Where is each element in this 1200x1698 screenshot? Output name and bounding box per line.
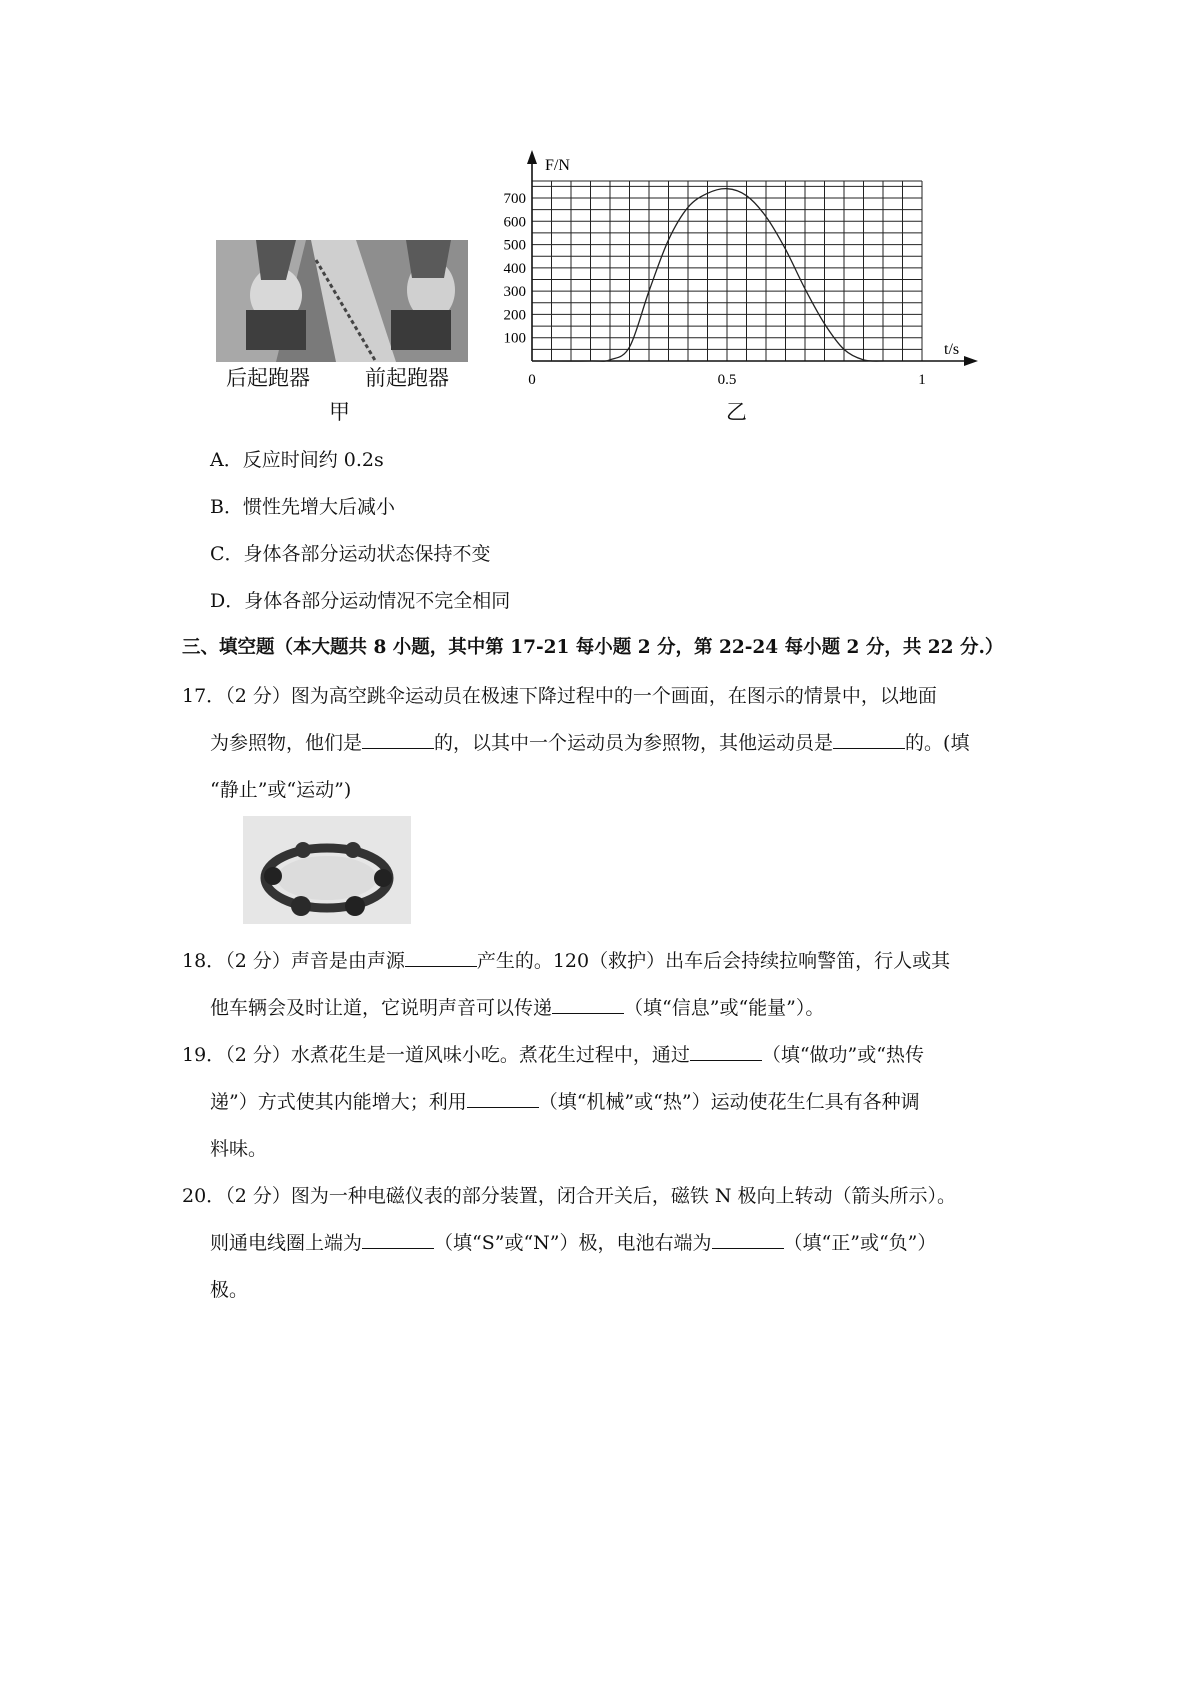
figure-a-caption: 甲 xyxy=(329,400,350,424)
x-axis-arrow xyxy=(964,356,978,366)
y-tick-label: 300 xyxy=(503,284,526,301)
rear-block-label: 后起跑器 xyxy=(226,366,310,390)
q20-line3: 极。 xyxy=(210,1279,249,1301)
x-tick-label: 1 xyxy=(918,372,926,388)
starting-block-photo xyxy=(216,240,468,362)
q17-line2: 为参照物，他们是 的，以其中一个运动员为参照物，其他运动员是 的。(填 xyxy=(210,732,970,754)
q19-line3: 料味。 xyxy=(210,1138,268,1160)
option-c: C．身体各部分运动状态保持不变 xyxy=(210,543,491,565)
y-tick-label: 200 xyxy=(503,307,526,324)
y-tick-label: 400 xyxy=(503,260,526,277)
x-axis-label: t/s xyxy=(944,341,960,358)
option-b: B．惯性先增大后减小 xyxy=(210,496,395,518)
q18-line1: 18．（2 分）声音是由声源 产生的。120（救护）出车后会持续拉响警笛，行人或其 xyxy=(182,950,951,972)
y-tick-label: 700 xyxy=(503,191,526,207)
answer-blank xyxy=(405,948,477,967)
x-tick-label: 0.5 xyxy=(717,372,737,388)
q19-line1: 19．（2 分）水煮花生是一道风味小吃。煮花生过程中，通过 （填“做功”或“热传 xyxy=(182,1044,924,1066)
answer-blank xyxy=(552,995,624,1014)
answer-blank xyxy=(467,1089,539,1108)
answer-blank xyxy=(690,1042,762,1061)
chart-grid xyxy=(532,181,922,361)
force-time-chart xyxy=(492,148,982,433)
y-tick-label: 100 xyxy=(503,330,526,347)
x-tick-label: 0 xyxy=(528,372,536,388)
answer-blank xyxy=(362,730,434,749)
y-tick-label: 500 xyxy=(503,237,526,254)
chart-axes xyxy=(527,150,978,366)
section-title: 三、填空题（本大题共 8 小题，其中第 17-21 每小题 2 分，第 22-24 每小题 2 分，共 22 分.） xyxy=(182,637,1004,658)
q18-line2: 他车辆会及时让道，它说明声音可以传递 （填“信息”或“能量”）。 xyxy=(210,997,825,1019)
answer-blank xyxy=(712,1230,784,1249)
option-d: D．身体各部分运动情况不完全相同 xyxy=(210,590,511,612)
y-axis-label: F/N xyxy=(545,157,570,174)
y-tick-label: 600 xyxy=(503,214,526,231)
chart-ticks xyxy=(504,191,926,388)
skydivers-photo xyxy=(243,816,411,924)
q17-line3: “静止”或“运动”) xyxy=(210,779,352,801)
y-axis-arrow xyxy=(527,150,537,164)
q20-line1: 20．（2 分）图为一种电磁仪表的部分装置，闭合开关后，磁铁 N 极向上转动（箭头所示）。 xyxy=(182,1185,957,1207)
answer-blank xyxy=(362,1230,434,1249)
answer-blank xyxy=(833,730,905,749)
option-a: A．反应时间约 0.2s xyxy=(210,449,384,471)
q20-line2: 则通电线圈上端为 （填“S”或“N”）极，电池右端为 （填“正”或“负”） xyxy=(210,1232,937,1254)
front-block-label: 前起跑器 xyxy=(365,366,449,390)
figure-b-caption: 乙 xyxy=(726,400,747,424)
q17-line1: 17．（2 分）图为高空跳伞运动员在极速下降过程中的一个画面，在图示的情景中，以地面 xyxy=(182,685,937,707)
q19-line2: 递”）方式使其内能增大；利用 （填“机械”或“热”）运动使花生仁具有各种调 xyxy=(210,1091,920,1113)
